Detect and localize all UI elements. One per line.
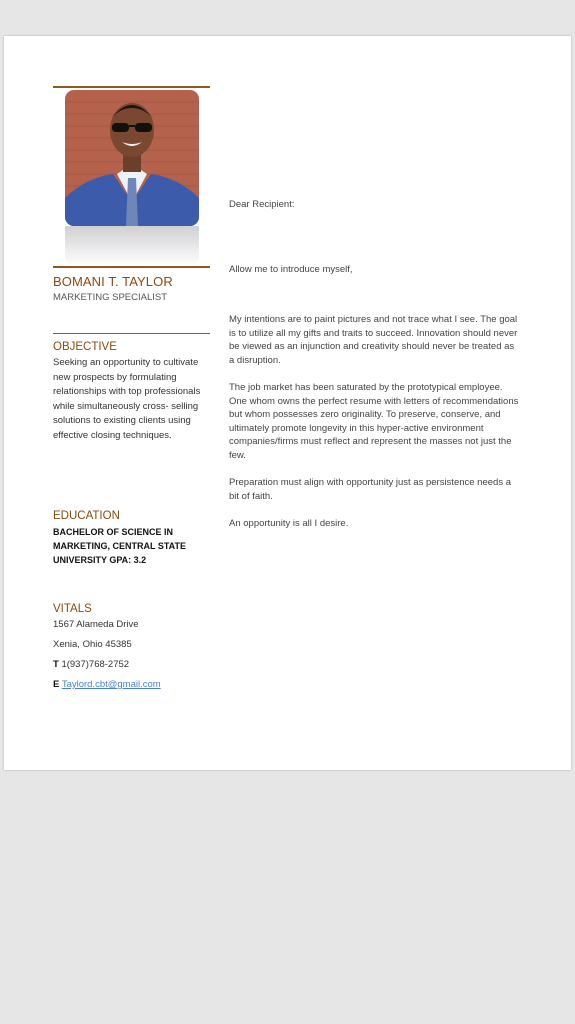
top-rule — [53, 86, 210, 88]
address-line-2: Xenia, Ohio 45385 — [53, 639, 132, 650]
photo-reflection — [65, 226, 199, 266]
letter-intro: Allow me to introduce myself, — [229, 264, 353, 275]
objective-heading: OBJECTIVE — [53, 341, 117, 353]
email-link[interactable]: Taylord.cbt@gmail.com — [61, 679, 161, 690]
objective-rule — [53, 333, 210, 334]
email-row — [53, 679, 161, 690]
resume-page — [4, 36, 571, 770]
email-label: E — [53, 679, 60, 690]
letter-paragraph-2: The job market has been saturated by the prototypical employee. One whom owns the perfect resume with letters of recommendations but whom possesses zero originality. To preserve, conserve, and ultimately promote longevity in this hyper-active environment companies/firms must reflect and represent the masses not just the few. — [229, 382, 519, 461]
letter-closing: An opportunity is all I desire. — [229, 518, 349, 529]
phone-row — [53, 659, 129, 670]
vitals-heading: VITALS — [53, 603, 92, 615]
education-heading: EDUCATION — [53, 510, 120, 522]
phone-label: T — [53, 659, 59, 670]
candidate-title: MARKETING SPECIALIST — [53, 292, 168, 303]
letter-salutation: Dear Recipient: — [229, 199, 295, 210]
name-rule — [53, 266, 210, 268]
objective-text: Seeking an opportunity to cultivate new prospects by formulating relationships with top professionals while simultaneously cross- selling solutions to existing clients using effective closing techniques. — [53, 357, 201, 441]
address-line-1: 1567 Alameda Drive — [53, 619, 139, 630]
candidate-name: BOMANI T. TAYLOR — [53, 274, 173, 289]
education-text: BACHELOR OF SCIENCE IN MARKETING, CENTRAL STATE UNIVERSITY GPA: 3.2 — [53, 527, 186, 565]
letter-paragraph-3: Preparation must align with opportunity just as persistence needs a bit of faith. — [229, 477, 511, 502]
letter-paragraph-1: My intentions are to paint pictures and not trace what I see. The goal is to utilize all my gifts and traits to succeed. Innovation should never be viewed as an injunction and creativity should never be treated as a disruption. — [229, 314, 518, 366]
profile-photo — [65, 90, 199, 226]
phone-number: 1(937)768-2752 — [61, 659, 130, 670]
